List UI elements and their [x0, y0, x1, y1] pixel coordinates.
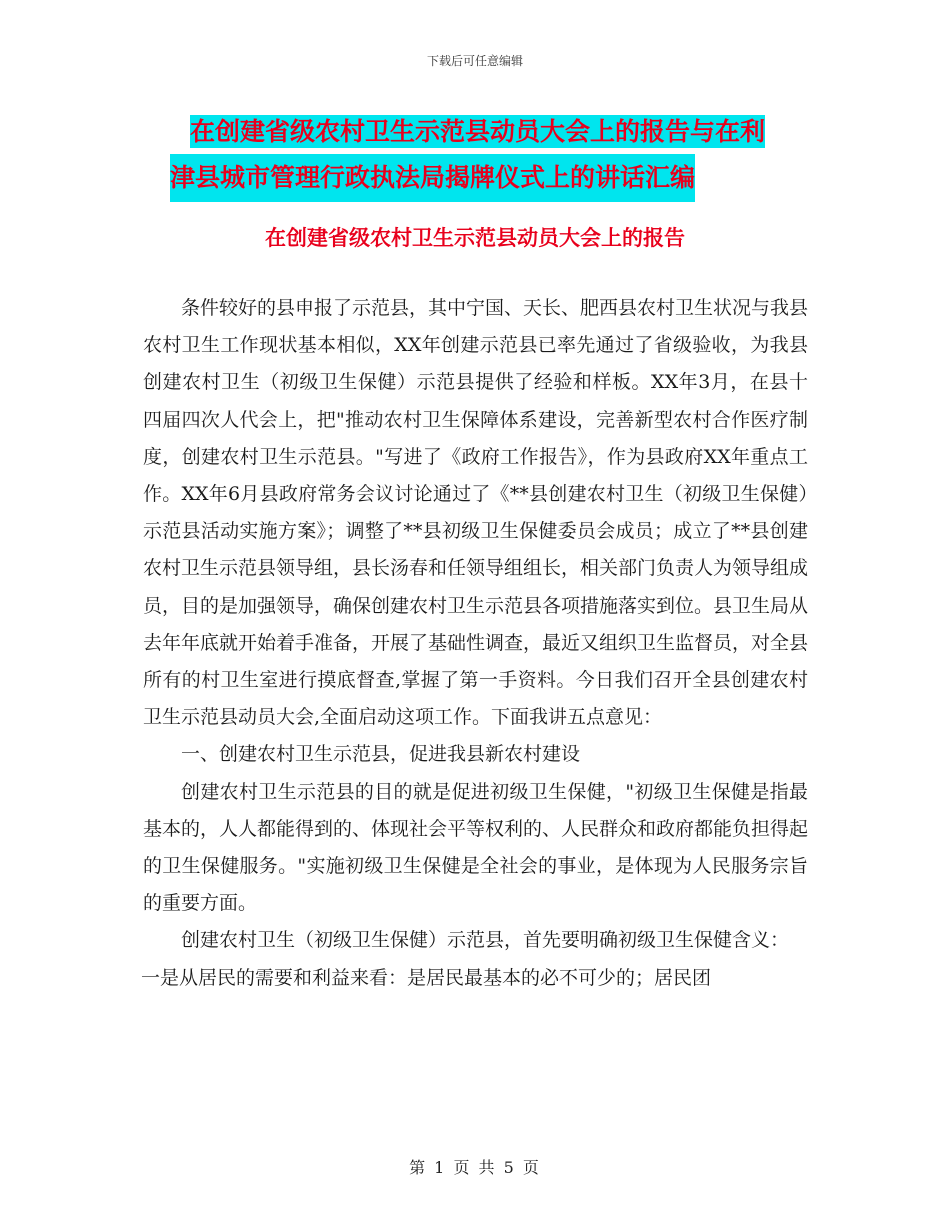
paragraph: 一是从居民的需要和利益来看：是居民最基本的必不可少的；居民团	[141, 966, 712, 989]
page-number: 第 1 页 共 5 页	[409, 1158, 541, 1177]
document-title	[170, 110, 830, 202]
section-title: 在创建省级农村卫生示范县动员大会上的报告	[265, 226, 685, 250]
header-note: 下载后可任意编辑	[426, 54, 523, 68]
document-body	[143, 290, 808, 997]
paragraph: 创建农村卫生示范县的目的就是促进初级卫生保健，"初级卫生保健是指最基本的，人人都能得到的、体现社会平等权利的、人民群众和政府都能负担得起的卫生保健服务。"实施初级卫生保健是全社会的事业，是体现为人民服务宗旨的重要方面。	[143, 780, 809, 915]
title-line-2: 津县城市管理行政执法局揭牌仪式上的讲话汇编	[170, 154, 695, 202]
paragraph: 创建农村卫生（初级卫生保健）示范县，首先要明确初级卫生保健含义：	[181, 929, 790, 952]
paragraph-heading: 一、创建农村卫生示范县，促进我县新农村建设	[181, 743, 581, 766]
title-line-1: 在创建省级农村卫生示范县动员大会上的报告与在利	[190, 117, 766, 146]
paragraph: 条件较好的县申报了示范县，其中宁国、天长、肥西县农村卫生状况与我县农村卫生工作现状基本相似，XX年创建示范县已率先通过了省级验收，为我县创建农村卫生（初级卫生保健）示范县提供了经验和样板。XX年3月，在县十四届四次人代会上，把"推动农村卫生保障体系建设，完善新型农村合作医疗制度，创建农村卫生示范县。"写进了《政府工作报告》，作为县政府XX年重点工作。XX年6月县政府常务会议讨论通过了《**县创建农村卫生（初级卫生保健）示范县活动实施方案》；调整了**县初级卫生保健委员会成员；成立了**县创建农村卫生示范县领导组，县长汤春和任领导组组长，相关部门负责人为领导组成员，目的是加强领导，确保创建农村卫生示范县各项措施落实到位。县卫生局从去年年底就开始着手准备，开展了基础性调查，最近又组织卫生监督员，对全县所有的村卫生室进行摸底督查,掌握了第一手资料。今日我们召开全县创建农村卫生示范县动员大会,全面启动这项工作。下面我讲五点意见：	[143, 297, 809, 729]
